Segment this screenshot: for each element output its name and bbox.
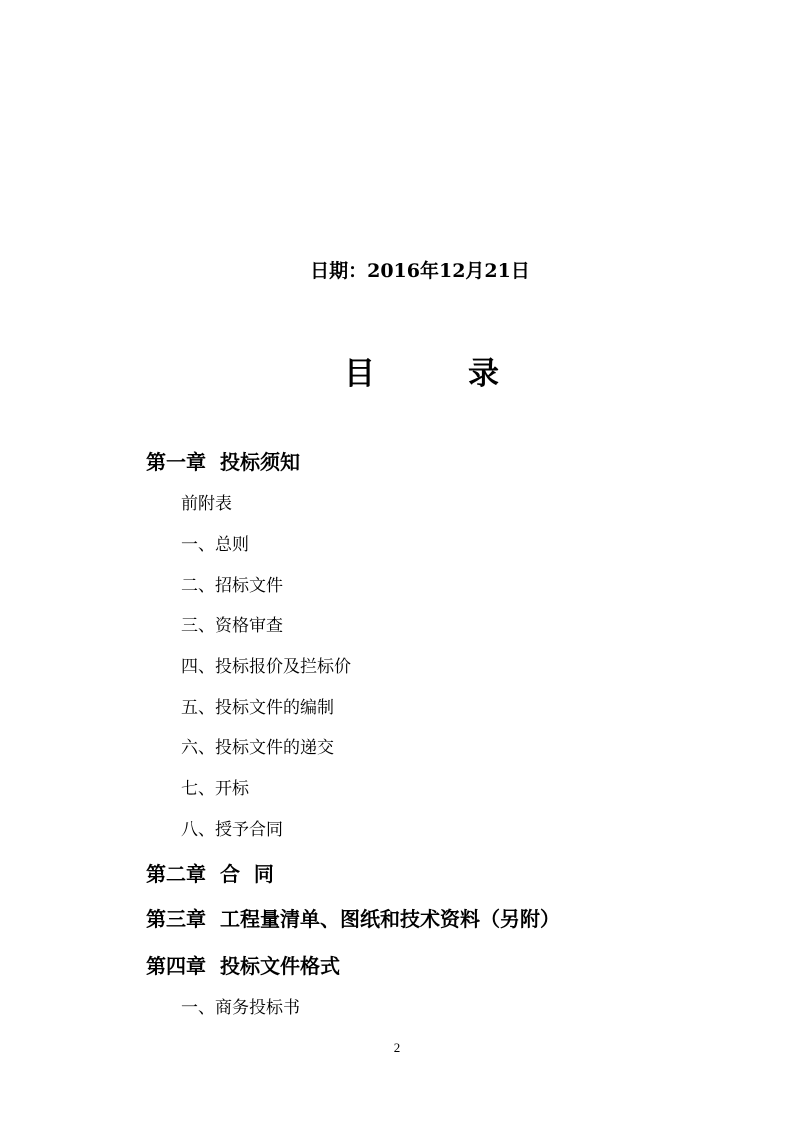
- toc-item: 三、资格审查: [181, 616, 283, 636]
- toc-item: 六、投标文件的递交: [181, 738, 334, 758]
- toc-chapter-3: [146, 906, 560, 932]
- chapter-title: 投标文件格式: [220, 954, 340, 978]
- toc-item: 一、总则: [181, 535, 249, 555]
- toc-chapter-4: [146, 953, 340, 979]
- chapter-title: 合 同: [220, 862, 274, 886]
- chapter-number: 第三章: [146, 907, 206, 931]
- toc-item: 七、开标: [181, 779, 249, 799]
- toc-item: 四、投标报价及拦标价: [181, 657, 351, 677]
- toc-item: 二、招标文件: [181, 576, 283, 596]
- toc-item: 一、商务投标书: [181, 998, 300, 1018]
- toc-item: 前附表: [181, 494, 232, 514]
- chapter-number: 第四章: [146, 954, 206, 978]
- chapter-number: 第一章: [146, 450, 206, 474]
- toc-title-char-1: 目: [344, 356, 375, 392]
- toc-item: 八、授予合同: [181, 820, 283, 840]
- chapter-number: 第二章: [146, 862, 206, 886]
- toc-chapter-2: [146, 861, 274, 887]
- page-number: 2: [393, 1040, 401, 1055]
- toc-title-char-2: 录: [468, 356, 499, 392]
- chapter-title: 投标须知: [220, 450, 300, 474]
- chapter-title: 工程量清单、图纸和技术资料（另附）: [220, 907, 560, 931]
- toc-title: [0, 352, 794, 400]
- date-line: 日期：2016年12月21日: [310, 260, 530, 282]
- toc-item: 五、投标文件的编制: [181, 698, 334, 718]
- toc-chapter-1: [146, 449, 300, 475]
